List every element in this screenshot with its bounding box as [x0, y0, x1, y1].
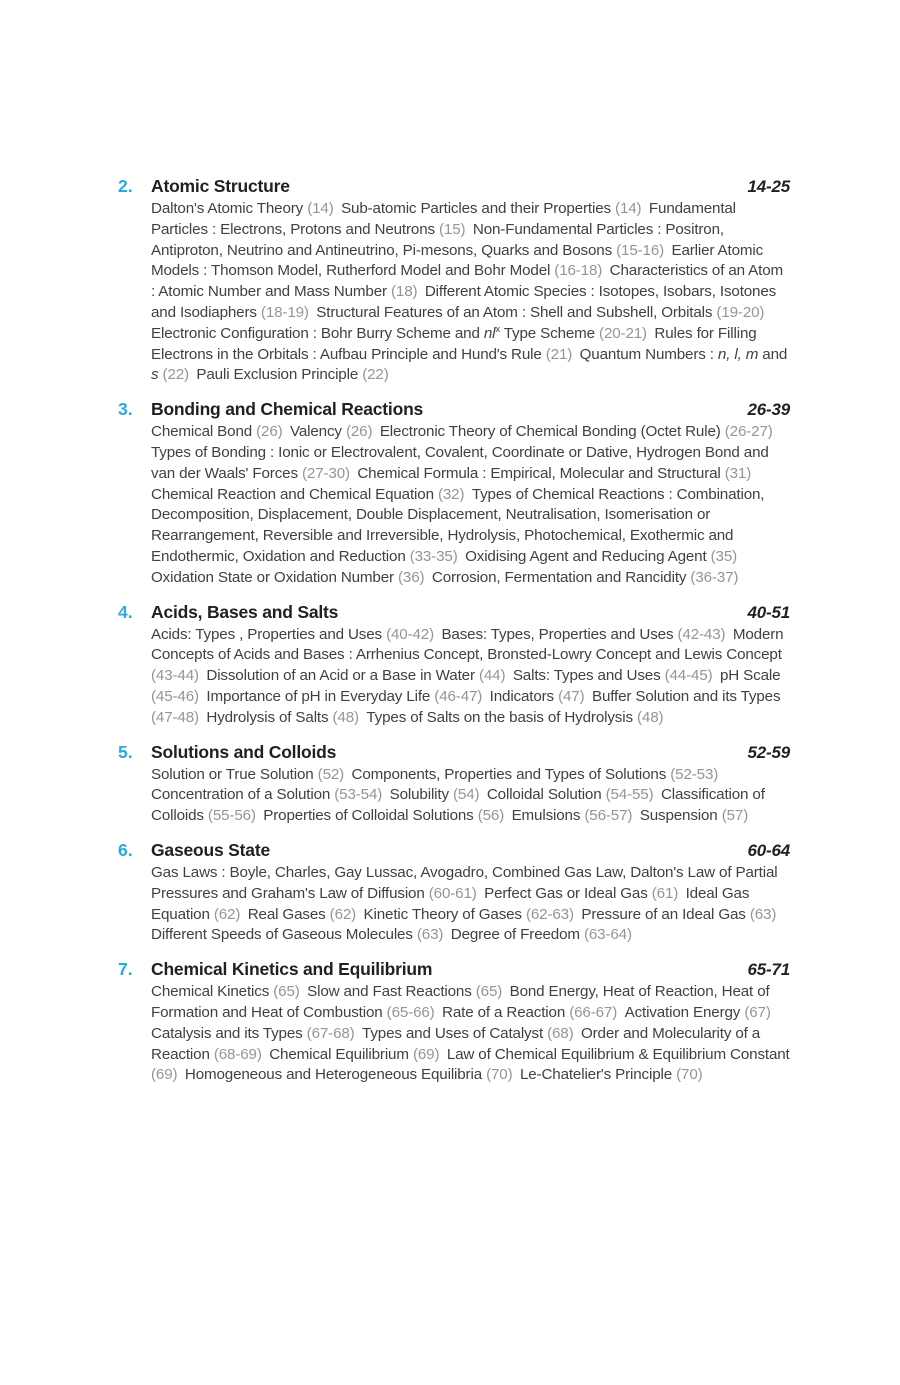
topic — [151, 486, 464, 503]
page-ref: (56-57) — [584, 807, 633, 825]
topic — [390, 786, 480, 803]
chapter-title: Solutions and Colloids — [151, 741, 337, 762]
page-ref: (65) — [273, 983, 300, 1001]
page-ref: (69) — [412, 1045, 440, 1063]
page-ref: (54) — [452, 786, 480, 804]
topic-text: Different Atomic Species : Isotopes, Isobars, Isotones and Isodiaphers — [151, 283, 777, 321]
page-ref: (62) — [213, 905, 241, 923]
chapter-topics — [151, 199, 791, 386]
page-ref: (56) — [477, 807, 505, 825]
chapter-page-range: 60-64 — [747, 840, 790, 860]
topic-text: Electronic Theory of Chemical Bonding (Octet Rule) — [379, 423, 721, 441]
page-ref: (63-64) — [583, 926, 632, 944]
chapter-title: Bonding and Chemical Reactions — [151, 399, 424, 420]
page-ref: (15-16) — [616, 241, 665, 259]
page-ref: (53-54) — [334, 786, 383, 804]
topic-text: Emulsions — [511, 807, 581, 825]
topic-text: Pressure of an Ideal Gas — [581, 905, 746, 923]
topic — [151, 864, 777, 902]
chapter-topics — [151, 863, 791, 946]
topic-text: Concentration of a Solution — [151, 786, 331, 804]
page-ref: (55-56) — [207, 807, 256, 825]
page-ref: (18) — [390, 283, 418, 301]
topic-text: Characteristics of an Atom : Atomic Number and Mass Number — [151, 262, 784, 301]
page-ref: (63) — [749, 905, 777, 923]
chapter-title: Gaseous State — [151, 839, 270, 860]
topic-text: Real Gases — [247, 905, 326, 923]
page-ref: (35) — [710, 547, 738, 565]
topic-text: Components, Properties and Types of Solutions — [351, 765, 667, 783]
chapter-heading — [118, 840, 790, 861]
page-ref: (47) — [558, 687, 585, 705]
page-ref: (63) — [416, 926, 444, 944]
topic-text: and — [758, 345, 788, 363]
topic-text: Earlier Atomic Models : Thomson Model, Rutherford Model and Bohr Model — [151, 241, 764, 280]
page-ref: (43-44) — [151, 667, 199, 685]
page-ref: (36-37) — [690, 568, 739, 586]
topic-text: Gas Laws : Boyle, Charles, Gay Lussac, Avogadro, Combined Gas Law, Dalton's Law of Partial Pressures and Graham's Law of Diffusion — [151, 863, 778, 902]
topic-text: Properties of Colloidal Solutions — [263, 807, 474, 825]
page-ref: (14) — [307, 200, 334, 217]
topic — [442, 1004, 617, 1021]
page-ref: (36) — [398, 568, 425, 586]
topic — [441, 626, 725, 643]
chapter-heading — [118, 742, 790, 763]
page-ref: (26-27) — [724, 423, 773, 441]
topic-text: Type Scheme — [499, 324, 595, 342]
topic-text: Chemical Bond — [151, 423, 253, 441]
topic-text: Slow and Fast Reactions — [307, 983, 472, 1001]
topic — [451, 926, 632, 943]
topic — [196, 366, 388, 383]
toc-section — [118, 176, 790, 386]
toc-section — [118, 742, 790, 827]
toc-section — [118, 959, 790, 1086]
page-ref: (60-61) — [428, 884, 477, 902]
toc-section — [118, 840, 790, 946]
toc-section — [118, 602, 790, 729]
page-ref: (16-18) — [554, 262, 603, 280]
page-ref: (44-45) — [664, 667, 713, 685]
chapter-number: 3. — [118, 399, 133, 420]
page-ref: (67) — [744, 1003, 771, 1021]
topic-text: Indicators — [489, 687, 555, 705]
page-ref: (20-21) — [599, 324, 647, 342]
page-ref: (46-47) — [434, 687, 483, 705]
chapter-page-range: 14-25 — [747, 177, 790, 196]
chapter-page-range: 52-59 — [747, 742, 790, 762]
page-ref: (70) — [676, 1066, 703, 1084]
topic — [151, 423, 283, 440]
topic — [364, 906, 574, 923]
topic-text: Types of Chemical Reactions : Combination, Decomposition, Displacement, Double Displacement, Neutralisation, Isomerisation or Rearrangement, Reversible and Irreversible, Hydrolysis, Photochemical, Exothermic and Endothermic, Oxidation and Reduction — [151, 485, 765, 565]
topic-text: Law of Chemical Equilibrium & Equilibrium Constant — [446, 1045, 790, 1063]
topic-text: Types and Uses of Catalyst — [362, 1024, 544, 1042]
topic-text: Corrosion, Fermentation and Rancidity — [431, 568, 687, 586]
topic — [640, 807, 748, 824]
topic — [151, 569, 424, 586]
page-ref: (26) — [345, 423, 373, 441]
page-ref: (66-67) — [569, 1003, 618, 1021]
topic — [151, 626, 434, 643]
topic — [625, 1004, 771, 1021]
topic — [362, 1025, 573, 1042]
page-ref: (70) — [486, 1066, 513, 1084]
topic — [581, 906, 776, 923]
topic — [151, 200, 334, 217]
topic-text: Dissolution of an Acid or a Base in Water — [206, 667, 475, 685]
topic-text: Importance of pH in Everyday Life — [206, 687, 431, 705]
topic — [465, 548, 737, 565]
page-ref: (48) — [332, 708, 359, 726]
topic — [484, 885, 678, 902]
topic-text: Bond Energy, Heat of Reaction, Heat of Formation and Heat of Combustion — [151, 983, 770, 1021]
topic-text: Types of Salts on the basis of Hydrolysis — [366, 708, 633, 726]
topic-text: Valency — [290, 423, 342, 441]
topic-text: Rules for Filling Electrons in the Orbitals : Aufbau Principle and Hund's Rule — [151, 324, 757, 363]
topic-text: Colloidal Solution — [486, 786, 602, 804]
chapter-heading — [118, 176, 790, 197]
chapter-number: 4. — [118, 601, 133, 622]
topic-text: n, l, m — [717, 345, 759, 363]
topic-text: Salts: Types and Uses — [512, 667, 661, 685]
topic — [380, 423, 773, 440]
topic-text: Oxidising Agent and Reducing Agent — [465, 547, 707, 565]
topic — [487, 786, 654, 803]
page-ref: (26) — [256, 423, 283, 441]
page-ref: (67-68) — [306, 1024, 355, 1042]
topic — [263, 807, 504, 824]
page-ref: (52-53) — [670, 765, 719, 783]
chapter-heading — [118, 399, 790, 420]
page-ref: (68) — [547, 1024, 574, 1042]
topic-text: Classification of Colloids — [151, 786, 765, 825]
topic-text: Hydrolysis of Salts — [206, 708, 329, 726]
chapter-topics — [151, 982, 791, 1086]
topic — [248, 906, 356, 923]
topic-text: Solubility — [389, 786, 449, 804]
page-ref: (22) — [162, 366, 189, 384]
page-ref: (44) — [478, 667, 506, 685]
topic-text: Chemical Reaction and Chemical Equation — [151, 485, 434, 503]
topic — [206, 667, 505, 684]
chapter-page-range: 26-39 — [747, 400, 790, 420]
page-ref: (31) — [724, 464, 752, 482]
topic-text: Structural Features of an Atom : Shell and Subshell, Orbitals — [316, 303, 713, 321]
topic-text: pH Scale — [719, 667, 781, 685]
chapter-number: 5. — [118, 741, 133, 762]
topic — [513, 667, 713, 684]
topic-text: Different Speeds of Gaseous Molecules — [151, 926, 413, 944]
chapter-number: 2. — [118, 176, 133, 196]
topic — [290, 423, 372, 440]
topic — [490, 688, 585, 705]
topic-text: Solution or True Solution — [151, 765, 314, 783]
topic-text: s — [151, 366, 159, 384]
chapter-topics — [151, 625, 791, 729]
page-ref: (32) — [437, 485, 465, 503]
topic-text: Oxidation State or Oxidation Number — [151, 568, 394, 586]
page-ref: (57) — [721, 807, 749, 825]
page-ref: (65) — [475, 983, 503, 1001]
page-ref: (45-46) — [151, 687, 199, 705]
topic-text: Types of Bonding : Ionic or Electrovalent, Covalent, Coordinate or Dative, Hydrogen Bond and van der Waals' Forces — [151, 443, 769, 482]
topic-text: Dalton's Atomic Theory — [151, 200, 304, 217]
topic — [151, 1025, 355, 1042]
topic — [206, 709, 359, 726]
page-ref: (22) — [362, 366, 389, 384]
page-ref: (54-55) — [605, 786, 654, 804]
topic-text: Catalysis and its Types — [151, 1024, 303, 1042]
chapter-number: 6. — [118, 839, 133, 860]
topic-text: Rate of a Reaction — [442, 1003, 566, 1021]
topic-text: Order and Molecularity of a Reaction — [151, 1024, 761, 1063]
topic-text: Suspension — [639, 807, 718, 825]
chapter-title: Chemical Kinetics and Equilibrium — [151, 959, 433, 980]
page-ref: (21) — [545, 345, 573, 363]
topic — [316, 304, 764, 321]
topic — [341, 200, 641, 217]
chapter-heading — [118, 602, 790, 623]
page-ref: (65-66) — [386, 1003, 435, 1021]
topic-text: Degree of Freedom — [450, 926, 580, 944]
page-ref: (68-69) — [213, 1045, 262, 1063]
topic-text: Kinetic Theory of Gases — [363, 905, 522, 923]
topic — [151, 766, 344, 783]
topic — [307, 983, 502, 1000]
topic-text: x — [495, 322, 500, 334]
topic — [151, 983, 300, 1000]
page-ref: (27-30) — [301, 464, 350, 482]
page-ref: (69) — [151, 1066, 178, 1084]
topic-text: Electronic Configuration : Bohr Burry Scheme and — [151, 324, 484, 342]
topic-text: Sub-atomic Particles and their Properties — [341, 200, 611, 217]
page-ref: (42-43) — [677, 625, 726, 643]
page-ref: (19-20) — [716, 303, 765, 321]
chapter-topics — [151, 765, 791, 827]
topic-text: Le-Chatelier's Principle — [519, 1066, 673, 1084]
chapter-title: Acids, Bases and Salts — [151, 601, 339, 622]
topic-text: Chemical Kinetics — [151, 983, 270, 1001]
topic-text: nl — [483, 324, 496, 342]
topic — [151, 926, 443, 943]
topic — [520, 1066, 703, 1083]
page-ref: (40-42) — [386, 625, 434, 643]
topic-text: Chemical Formula : Empirical, Molecular and Structural — [357, 464, 721, 482]
page-ref: (62-63) — [525, 905, 574, 923]
chapter-title: Atomic Structure — [151, 176, 290, 196]
page-ref: (48) — [636, 708, 664, 726]
topic-text: Acids: Types , Properties and Uses — [151, 625, 382, 643]
topic — [352, 766, 719, 783]
topic-text: Buffer Solution and its Types — [591, 687, 781, 705]
chapter-number: 7. — [118, 959, 133, 980]
toc-section — [118, 399, 790, 588]
topic-text: Chemical Equilibrium — [269, 1045, 409, 1063]
topic-text: Non-Fundamental Particles : Positron, Antiproton, Neutrino and Antineutrino, Pi-mesons, Quarks and Bosons — [151, 220, 724, 259]
page-ref: (52) — [317, 765, 345, 783]
chapter-topics — [151, 422, 791, 588]
topic-text: Bases: Types, Properties and Uses — [441, 625, 674, 643]
topic — [432, 569, 738, 586]
topic-text: Quantum Numbers : — [579, 345, 718, 363]
topic-text: Homogeneous and Heterogeneous Equilibria — [184, 1066, 482, 1084]
page-ref: (62) — [329, 905, 357, 923]
topic — [151, 322, 647, 342]
topic — [151, 786, 382, 803]
chapter-heading — [118, 959, 790, 980]
chapter-page-range: 40-51 — [747, 602, 790, 622]
topic — [206, 688, 482, 705]
topic — [269, 1046, 439, 1063]
topic-text: Pauli Exclusion Principle — [196, 366, 359, 384]
table-of-contents — [118, 176, 790, 1099]
page-ref: (47-48) — [151, 708, 199, 726]
chapter-page-range: 65-71 — [747, 960, 790, 980]
page-ref: (61) — [651, 884, 679, 902]
topic-text: Fundamental Particles : Electrons, Protons and Neutrons — [151, 200, 736, 238]
topic — [366, 709, 663, 726]
topic-text: Activation Energy — [624, 1003, 741, 1021]
topic-text: Modern Concepts of Acids and Bases : Arrhenius Concept, Bronsted-Lowry Concept and Lewis Concept — [151, 625, 784, 664]
page-ref: (18-19) — [260, 303, 309, 321]
topic — [357, 465, 751, 482]
page-ref: (33-35) — [409, 547, 458, 565]
topic-text: Perfect Gas or Ideal Gas — [484, 884, 648, 902]
topic — [185, 1066, 513, 1083]
page-ref: (14) — [615, 200, 642, 217]
page-ref: (15) — [439, 220, 466, 238]
topic — [512, 807, 633, 824]
topic-text: Ideal Gas Equation — [151, 884, 750, 923]
